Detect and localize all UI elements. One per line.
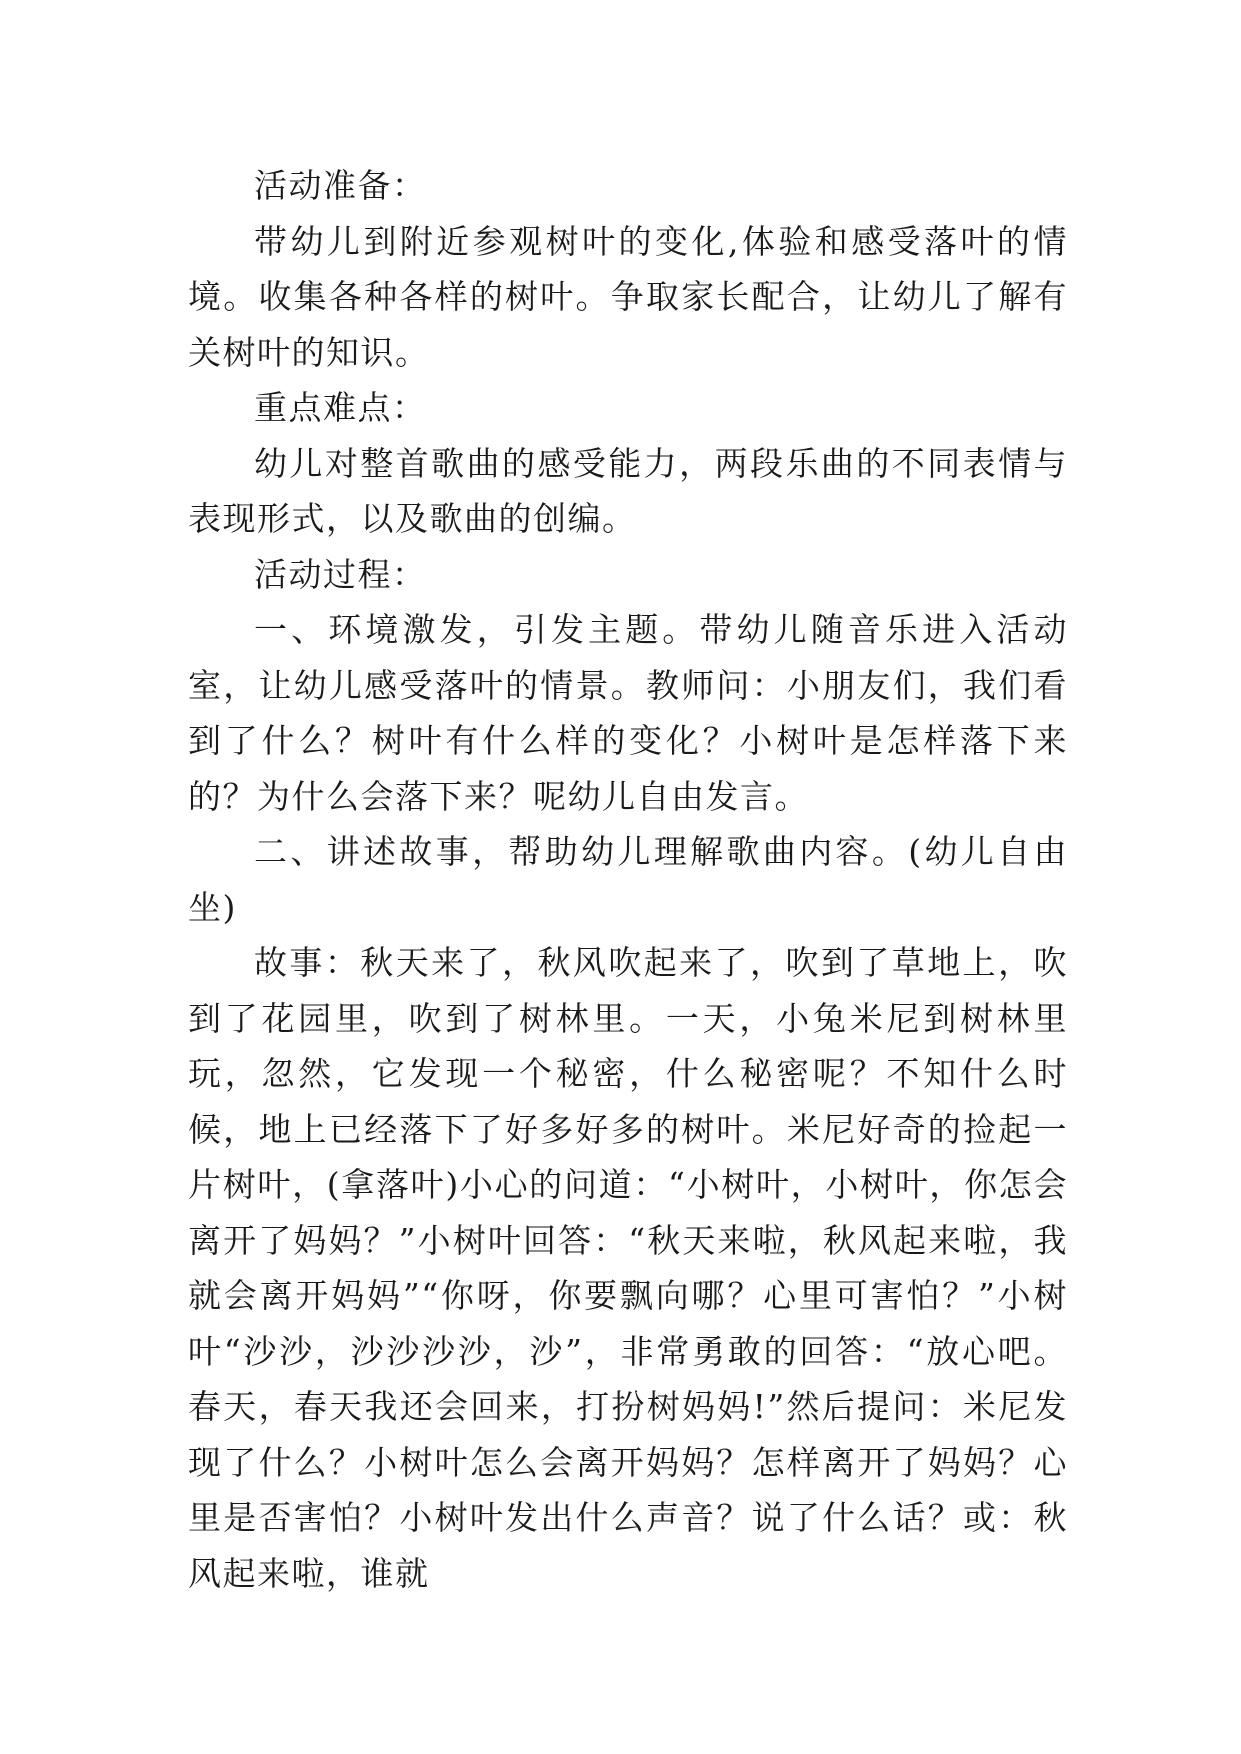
paragraph-step-two: 二、讲述故事，帮助幼儿理解歌曲内容。(幼儿自由坐) bbox=[188, 832, 1068, 927]
paragraph-story: 故事：秋天来了，秋风吹起来了，吹到了草地上，吹到了花园里，吹到了树林里。一天，小兔米尼到树林里玩，忽然，它发现一个秘密，什么秘密呢？不知什么时候，地上已经落下了好多好多的树叶。米尼好奇的捡起一片树叶，(拿落叶)小心的问道：“小树叶，小树叶，你怎会离开了妈妈？”小树叶回答：“秋天来啦，秋风起来啦，我就会离开妈妈”“你呀，你要飘向哪？心里可害怕？”小树叶“沙沙，沙沙沙沙，沙”，非常勇敢的回答：“放心吧。春天，春天我还会回来，打扮树妈妈!”然后提问：米尼发现了什么？小树叶怎么会离开妈妈？怎样离开了妈妈？心里是否害怕？小树叶发出什么声音？说了什么话？或：秋风起来啦，谁就 bbox=[188, 943, 1068, 1593]
paragraph-step-one: 一、环境激发，引发主题。带幼儿随音乐进入活动室，让幼儿感受落叶的情景。教师问：小朋友们，我们看到了什么？树叶有什么样的变化？小树叶是怎样落下来的？为什么会落下来？呢幼儿自由发言。 bbox=[188, 610, 1068, 816]
paragraph-preparation-details: 带幼儿到附近参观树叶的变化,体验和感受落叶的情境。收集各种各样的树叶。争取家长配合，让幼儿了解有关树叶的知识。 bbox=[188, 221, 1068, 372]
document-body bbox=[188, 158, 1068, 1601]
paragraph-difficulties-details: 幼儿对整首歌曲的感受能力，两段乐曲的不同表情与表现形式，以及歌曲的创编。 bbox=[188, 443, 1068, 538]
heading-activity-preparation: 活动准备： bbox=[254, 166, 427, 205]
heading-activity-process: 活动过程： bbox=[254, 554, 427, 594]
heading-key-difficulties: 重点难点： bbox=[254, 388, 427, 427]
